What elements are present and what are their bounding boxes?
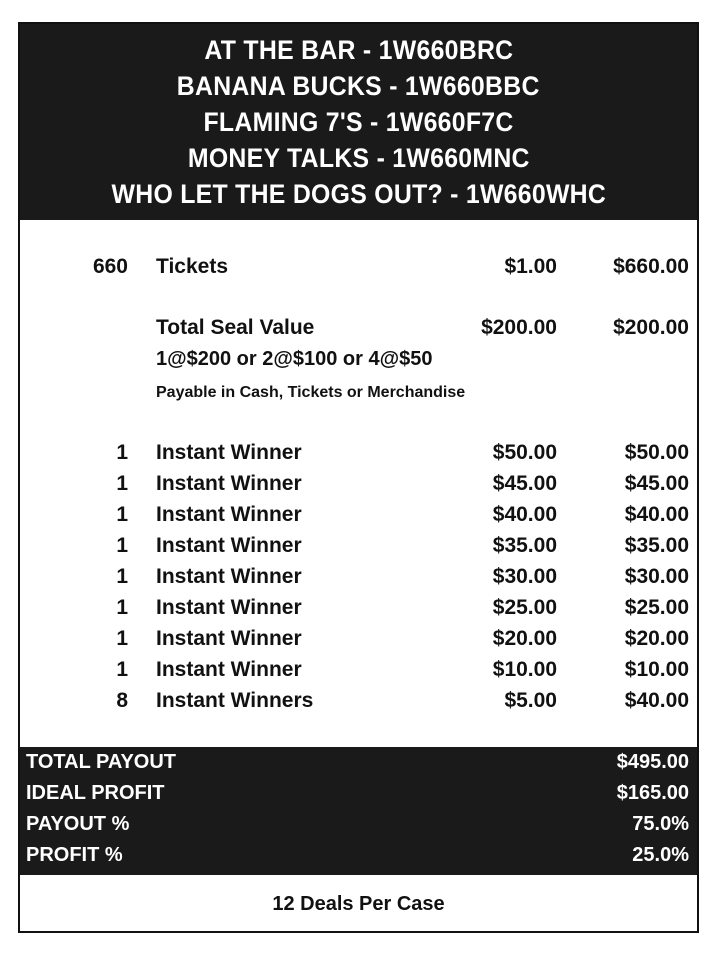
profit-pct-row xyxy=(20,840,697,870)
tickets-price: $1.00 xyxy=(504,255,557,278)
prize-qty: 1 xyxy=(116,627,128,650)
tickets-total: $660.00 xyxy=(613,255,689,278)
prize-row xyxy=(20,562,697,592)
prize-price: $25.00 xyxy=(492,596,557,619)
game-title-line: BANANA BUCKS - 1W660BBC xyxy=(177,71,540,101)
prize-price: $5.00 xyxy=(504,689,557,712)
prize-label: Instant Winner xyxy=(156,534,302,557)
tickets-label: Tickets xyxy=(156,255,228,278)
prize-label: Instant Winner xyxy=(156,658,302,681)
prize-row xyxy=(20,624,697,654)
tickets-row xyxy=(20,252,697,282)
prize-qty: 1 xyxy=(116,596,128,619)
summary-block xyxy=(20,747,697,875)
total-payout-label: TOTAL PAYOUT xyxy=(26,751,177,773)
prize-price: $30.00 xyxy=(492,565,557,588)
prize-label: Instant Winner xyxy=(156,596,302,619)
ideal-profit-label: IDEAL PROFIT xyxy=(26,782,165,804)
prize-price: $20.00 xyxy=(492,627,557,650)
flare-sheet xyxy=(18,22,699,933)
seal-row xyxy=(20,313,697,343)
prize-row xyxy=(20,469,697,499)
prize-price: $10.00 xyxy=(492,658,557,681)
prize-total: $40.00 xyxy=(624,503,689,526)
prize-label: Instant Winner xyxy=(156,441,302,464)
prize-qty: 1 xyxy=(116,441,128,464)
prize-price: $50.00 xyxy=(492,441,557,464)
game-title-line: AT THE BAR - 1W660BRC xyxy=(204,35,513,65)
deals-per-case: 12 Deals Per Case xyxy=(272,892,445,915)
game-title-line: WHO LET THE DOGS OUT? - 1W660WHC xyxy=(111,179,606,209)
prize-label: Instant Winner xyxy=(156,472,302,495)
prize-qty: 1 xyxy=(116,658,128,681)
prize-total: $10.00 xyxy=(624,658,689,681)
prize-row xyxy=(20,438,697,468)
prize-total: $20.00 xyxy=(624,627,689,650)
prize-label: Instant Winner xyxy=(156,627,302,650)
total-payout-value: $495.00 xyxy=(616,751,689,773)
payout-pct-value: 75.0% xyxy=(632,813,689,835)
payout-pct-label: PAYOUT % xyxy=(26,813,130,835)
prize-total: $45.00 xyxy=(624,472,689,495)
game-title-line: FLAMING 7'S - 1W660F7C xyxy=(203,107,514,137)
seal-options: 1@$200 or 2@$100 or 4@$50 xyxy=(156,348,433,370)
prize-qty: 1 xyxy=(116,472,128,495)
seal-price: $200.00 xyxy=(481,316,557,339)
game-titles-header xyxy=(20,24,697,220)
seal-total: $200.00 xyxy=(613,316,689,339)
seal-label: Total Seal Value xyxy=(156,316,315,339)
tickets-qty: 660 xyxy=(92,255,128,278)
prize-qty: 8 xyxy=(116,689,128,712)
prize-row xyxy=(20,531,697,561)
prize-row xyxy=(20,655,697,685)
ideal-profit-row xyxy=(20,778,697,808)
prize-total: $35.00 xyxy=(624,534,689,557)
prize-row xyxy=(20,500,697,530)
prize-label: Instant Winner xyxy=(156,503,302,526)
prize-row xyxy=(20,686,697,716)
prize-label: Instant Winners xyxy=(156,689,314,712)
prize-total: $40.00 xyxy=(624,689,689,712)
total-payout-row xyxy=(20,747,697,777)
payout-pct-row xyxy=(20,809,697,839)
prize-qty: 1 xyxy=(116,565,128,588)
ideal-profit-value: $165.00 xyxy=(616,782,689,804)
prize-total: $30.00 xyxy=(624,565,689,588)
prize-qty: 1 xyxy=(116,503,128,526)
prize-price: $45.00 xyxy=(492,472,557,495)
prize-total: $25.00 xyxy=(624,596,689,619)
prize-row xyxy=(20,593,697,623)
profit-pct-label: PROFIT % xyxy=(26,844,123,866)
profit-pct-value: 25.0% xyxy=(632,844,689,866)
seal-payable-note: Payable in Cash, Tickets or Merchandise xyxy=(156,384,466,401)
prize-total: $50.00 xyxy=(624,441,689,464)
prize-price: $35.00 xyxy=(492,534,557,557)
prize-price: $40.00 xyxy=(492,503,557,526)
prize-label: Instant Winner xyxy=(156,565,302,588)
prize-qty: 1 xyxy=(116,534,128,557)
game-title-line: MONEY TALKS - 1W660MNC xyxy=(187,143,530,173)
